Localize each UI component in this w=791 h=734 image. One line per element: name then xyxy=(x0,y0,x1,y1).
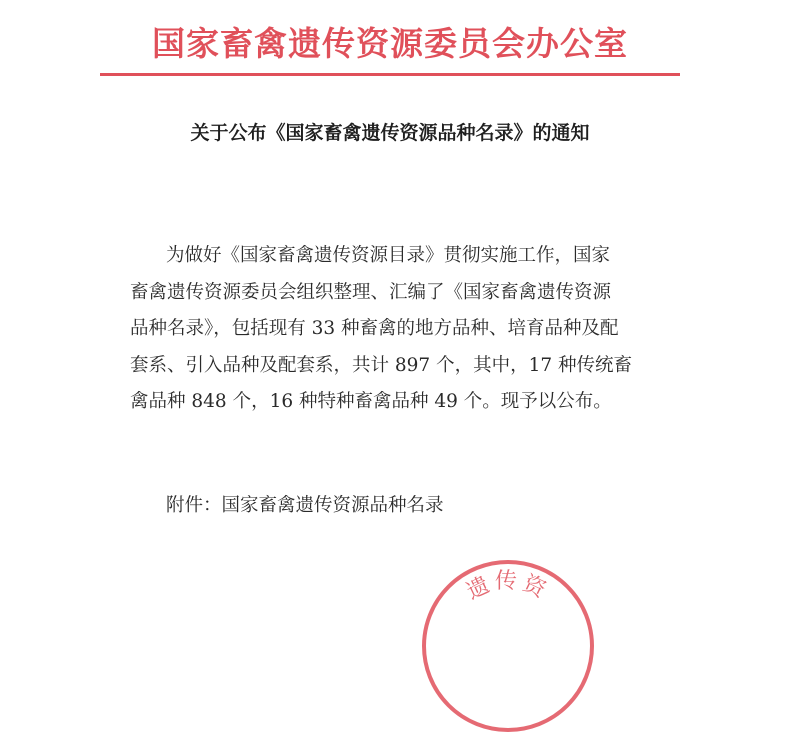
letterhead-org-name: 国家畜禽遗传资源委员会办公室 xyxy=(152,24,628,63)
body-line: 为做好《国家畜禽遗传资源目录》贯彻实施工作，国家 xyxy=(166,245,611,266)
body-line: 畜禽遗传资源委员会组织整理、汇编了《国家畜禽遗传资源 xyxy=(130,281,612,303)
svg-text:遗传资: 遗传资 xyxy=(462,569,554,605)
letterhead-red-rule xyxy=(100,73,680,76)
body-line: 禽品种 848 个，16 种特种畜禽品种 49 个。现予以公布。 xyxy=(130,391,612,412)
body-line: 套系、引入品种及配套系，共计 897 个，其中，17 种传统畜 xyxy=(130,354,632,376)
official-seal-stamp xyxy=(420,558,596,734)
attachment-line: 附件：国家畜禽遗传资源品种名录 xyxy=(166,495,444,516)
notice-title: 关于公布《国家畜禽遗传资源品种名录》的通知 xyxy=(190,122,590,144)
body-line: 品种名录》，包括现有 33 种畜禽的地方品种、培育品种及配 xyxy=(130,318,619,339)
notice-body xyxy=(130,238,690,421)
